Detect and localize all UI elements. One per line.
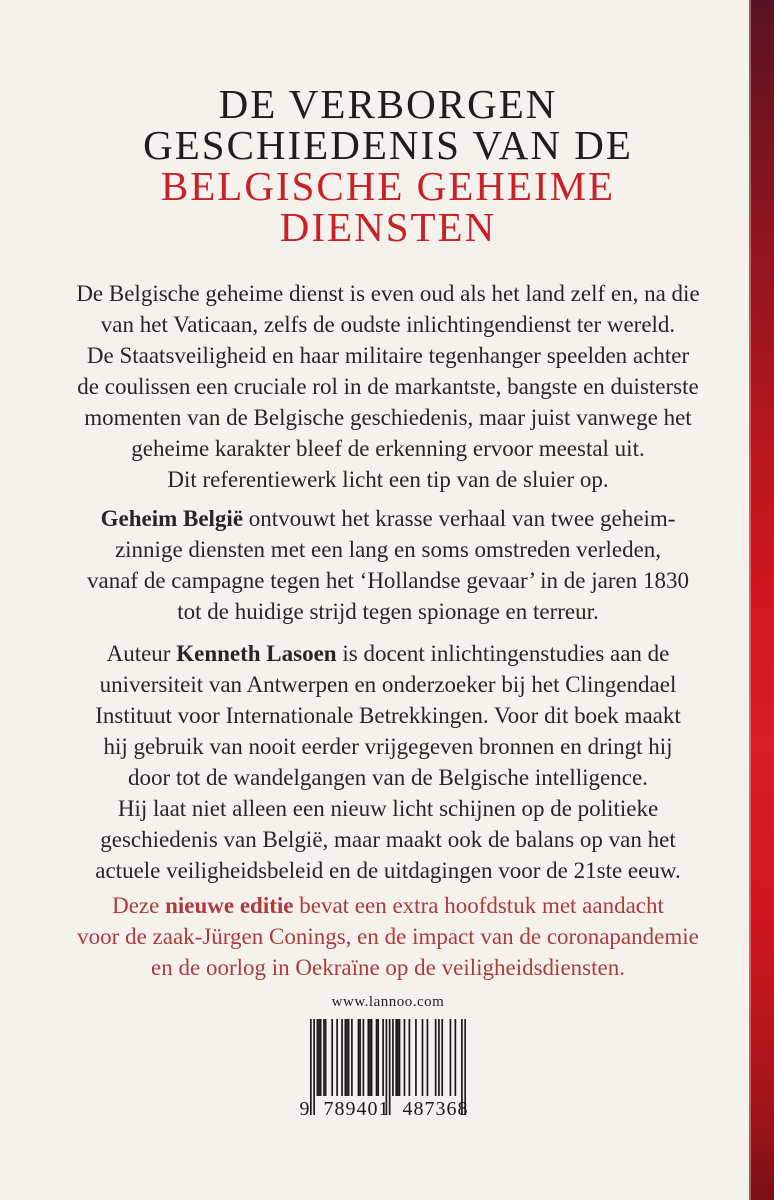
paragraph-book-summary bbox=[38, 503, 738, 627]
text-segment: ontvouwt het krasse verhaal van twee geheim- bbox=[243, 506, 676, 531]
paragraph-new-edition bbox=[38, 890, 738, 983]
text-line: vanaf de campagne tegen het ‘Hollandse gevaar’ in de jaren 1830 bbox=[87, 568, 689, 593]
text-segment: bevat een extra hoofdstuk met aandacht bbox=[293, 893, 664, 918]
title-line-red-2: DIENSTEN bbox=[279, 204, 497, 250]
text-line: voor de zaak-Jürgen Conings, en de impact van de coronapandemie bbox=[77, 924, 699, 949]
title-line-red-1: BELGISCHE GEHEIME bbox=[160, 163, 616, 209]
text-segment: Deze bbox=[112, 893, 166, 918]
text-line bbox=[38, 638, 738, 669]
title-line-black-1: DE VERBORGEN bbox=[218, 81, 558, 127]
text-line: Hij laat niet alleen een nieuw licht schijnen op de politieke bbox=[117, 796, 659, 821]
text-line: de coulissen een cruciale rol in de markantste, bangste en duisterste bbox=[77, 374, 699, 399]
isbn-number bbox=[299, 1098, 469, 1120]
isbn-group-2: 487368 bbox=[402, 1098, 469, 1120]
isbn-lead-digit: 9 bbox=[299, 1098, 311, 1120]
text-line: hij gebruik van nooit eerder vrijgegeven bronnen en dringt hij bbox=[103, 734, 673, 759]
text-line bbox=[38, 503, 738, 534]
book-title-bold: Geheim België bbox=[100, 506, 244, 531]
author-name-bold: Kenneth Lasoen bbox=[176, 641, 337, 666]
text-line: door tot de wandelgangen van de Belgische intelligence. bbox=[128, 765, 648, 790]
text-line bbox=[38, 890, 738, 921]
text-line: Instituut voor Internationale Betrekkingen. Voor dit boek maakt bbox=[95, 703, 681, 728]
text-line: zinnige diensten met een lang en soms omstreden verleden, bbox=[114, 537, 662, 562]
spine-red-strip bbox=[749, 0, 774, 1200]
cover-content bbox=[38, 0, 738, 1120]
text-line: De Staatsveiligheid en haar militaire tegenhanger speelden achter bbox=[86, 343, 690, 368]
publisher-website: www.lannoo.com bbox=[331, 994, 445, 1010]
text-line: geschiedenis van België, maar maakt ook de balans op van het bbox=[100, 827, 676, 852]
text-line: Dit referentiewerk licht een tip van de sluier op. bbox=[167, 467, 609, 492]
title-line-black-2: GESCHIEDENIS VAN DE bbox=[143, 122, 633, 168]
text-line: geheime karakter bleef de erkenning ervoor meestal uit. bbox=[131, 436, 645, 461]
isbn-barcode bbox=[299, 1019, 469, 1120]
text-line: momenten van de Belgische geschiedenis, maar juist vanwege het bbox=[84, 405, 692, 430]
paragraph-author-bio bbox=[38, 638, 738, 886]
text-line: tot de huidige strijd tegen spionage en terreur. bbox=[177, 599, 599, 624]
new-edition-bold: nieuwe editie bbox=[165, 893, 294, 918]
paragraph-intro bbox=[38, 278, 738, 495]
text-line: De Belgische geheime dienst is even oud als het land zelf en, na die bbox=[76, 281, 700, 306]
isbn-group-1: 789401 bbox=[323, 1098, 390, 1120]
text-segment: is docent inlichtingenstudies aan de bbox=[336, 641, 670, 666]
text-line: universiteit van Antwerpen en onderzoeker bij het Clingendael bbox=[99, 672, 677, 697]
text-line: en de oorlog in Oekraïne op de veiligheidsdiensten. bbox=[151, 955, 625, 980]
title-block bbox=[38, 81, 738, 250]
text-line: actuele veiligheidsbeleid en de uitdagingen voor de 21ste eeuw. bbox=[95, 858, 681, 883]
text-segment: Auteur bbox=[106, 641, 177, 666]
text-line: van het Vaticaan, zelfs de oudste inlichtingendienst ter wereld. bbox=[100, 312, 676, 337]
